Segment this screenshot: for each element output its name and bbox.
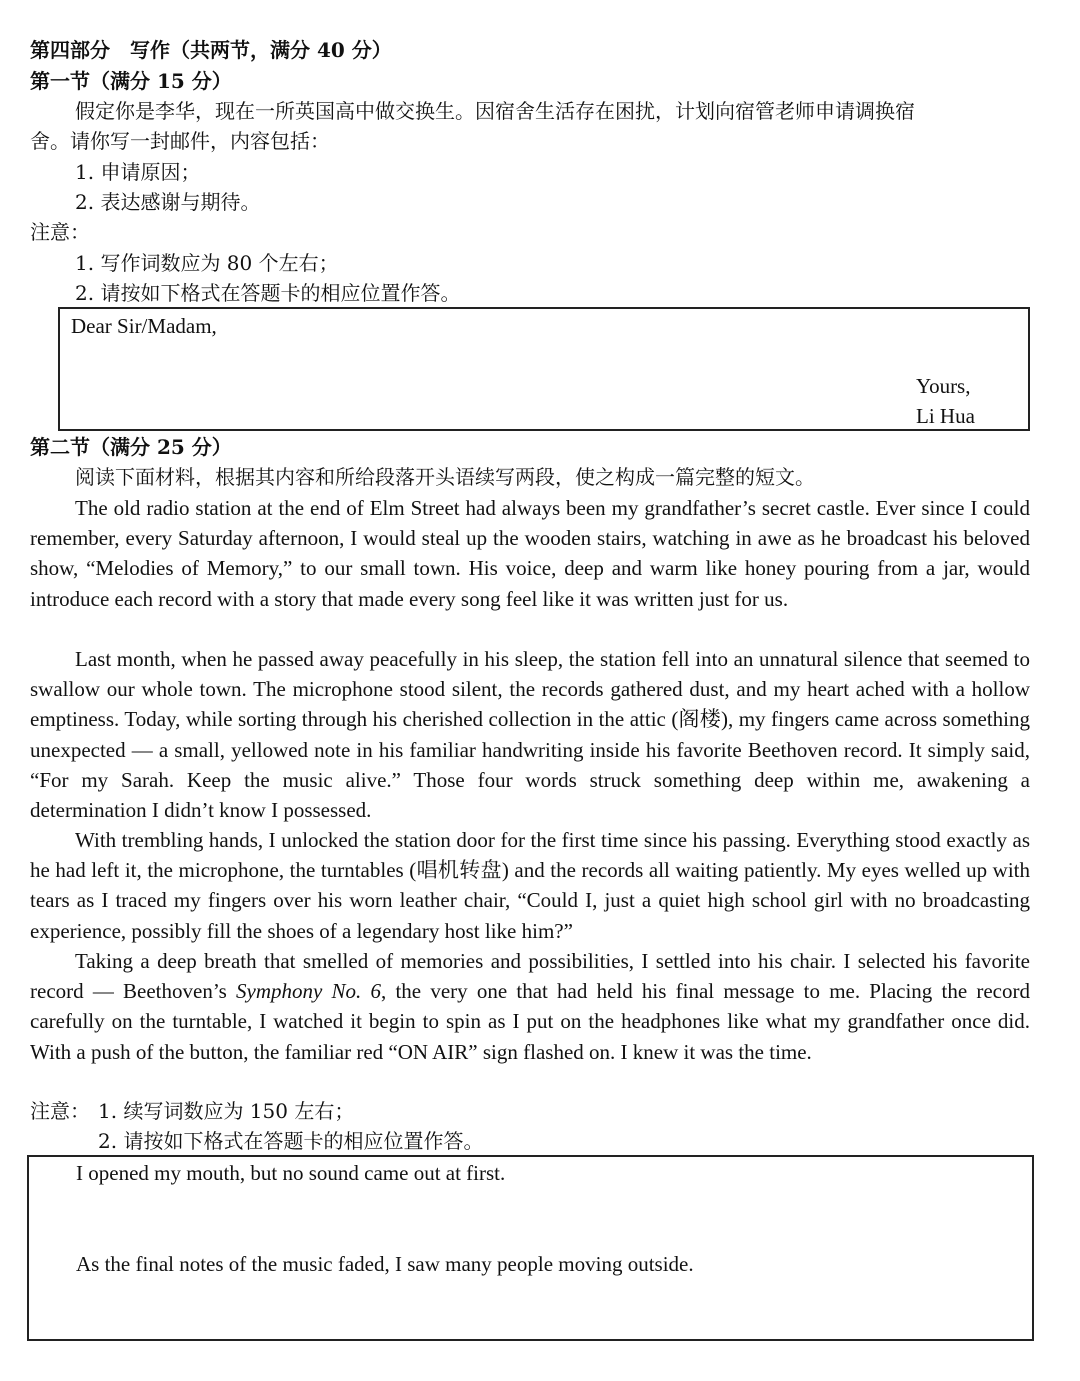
section1-intro-line2: 舍。请你写一封邮件，内容包括： bbox=[30, 129, 330, 153]
section1-title: 第一节（满分 15 分） bbox=[30, 69, 232, 93]
section1-item-1: 1. 申请原因； bbox=[75, 160, 201, 184]
story-paragraph-4 bbox=[30, 946, 1030, 1067]
section2-instruction: 阅读下面材料，根据其内容和所给段落开头语续写两段，使之构成一篇完整的短文。 bbox=[75, 465, 815, 489]
section1-note-1: 1. 写作词数应为 80 个左右； bbox=[75, 251, 339, 275]
story-paragraph-1: The old radio station at the end of Elm Street had always been my grandfather’s secret castle. Ever since I could remember, every Saturday afternoon, I would steal up the wooden stairs, watching in awe as he broadcast his beloved show, “Melodies of Memory,” to our small town. His voice, deep and warm like honey pouring from a jar, would introduce each record with a story that made every song feel like it was written just for us. bbox=[30, 496, 1030, 611]
story-paragraph-3: With trembling hands, I unlocked the station door for the first time since his passing. Everything stood exactly as he had left it, the microphone, the turntables (唱机转盘) and the records all waiting patiently. My eyes welled up with tears as I traced my fingers over his worn leather chair, “Could I, just a quiet high school girl with no broadcasting experience, possibly fill the shoes of a legendary host like him?” bbox=[30, 828, 1030, 943]
section1-item-2: 2. 表达感谢与期待。 bbox=[75, 190, 261, 214]
continuation-opening-1: I opened my mouth, but no sound came out at first. bbox=[76, 1161, 506, 1185]
story-paragraph-4-part1: Taking a deep breath that smelled of memories and possibilities, I settled into his chair. I selected his favorite record — Beethoven’s bbox=[30, 949, 1030, 1004]
symphony-title: Symphony No. 6 bbox=[236, 979, 382, 1004]
section1-note-label: 注意： bbox=[30, 220, 90, 244]
story-paragraph-2: Last month, when he passed away peacefully in his sleep, the station fell into an unnatural silence that seemed to swallow our whole town. The microphone stood silent, the records gathered dust, and my heart ached with a hollow emptiness. Today, while sorting through his cherished collection in the attic (阁楼), my fingers came across something unexpected — a small, yellowed note in his familiar handwriting inside his favorite Beethoven record. It simply said, “For my Sarah. Keep the music alive.” Those four words struck something deep within me, awakening a determination I didn’t know I possessed. bbox=[30, 647, 1030, 823]
section1-note-2: 2. 请按如下格式在答题卡的相应位置作答。 bbox=[75, 281, 461, 305]
letter-signature: Li Hua bbox=[916, 404, 975, 428]
letter-closing: Yours, bbox=[916, 374, 971, 398]
continuation-opening-2: As the final notes of the music faded, I saw many people moving outside. bbox=[76, 1252, 694, 1276]
section2-note-label: 注意： bbox=[30, 1099, 90, 1123]
section2-note-1: 1. 续写词数应为 150 左右； bbox=[98, 1099, 355, 1123]
section2-note-2: 2. 请按如下格式在答题卡的相应位置作答。 bbox=[98, 1129, 484, 1153]
letter-greeting: Dear Sir/Madam, bbox=[71, 314, 217, 338]
part-title: 第四部分 写作（共两节，满分 40 分） bbox=[30, 38, 392, 62]
section2-title: 第二节（满分 25 分） bbox=[30, 435, 232, 459]
story-paragraph-4-part2: , the very one that had held his final message to me. Placing the record carefully on the turntable, I watched it begin to spin as I put on the headphones like what my grandfather once did. With a push of the button, the familiar red “ON AIR” sign flashed on. I knew it was the time. bbox=[30, 979, 1030, 1064]
section1-intro-line1: 假定你是李华，现在一所英国高中做交换生。因宿舍生活存在困扰，计划向宿管老师申请调换宿 bbox=[75, 99, 915, 123]
